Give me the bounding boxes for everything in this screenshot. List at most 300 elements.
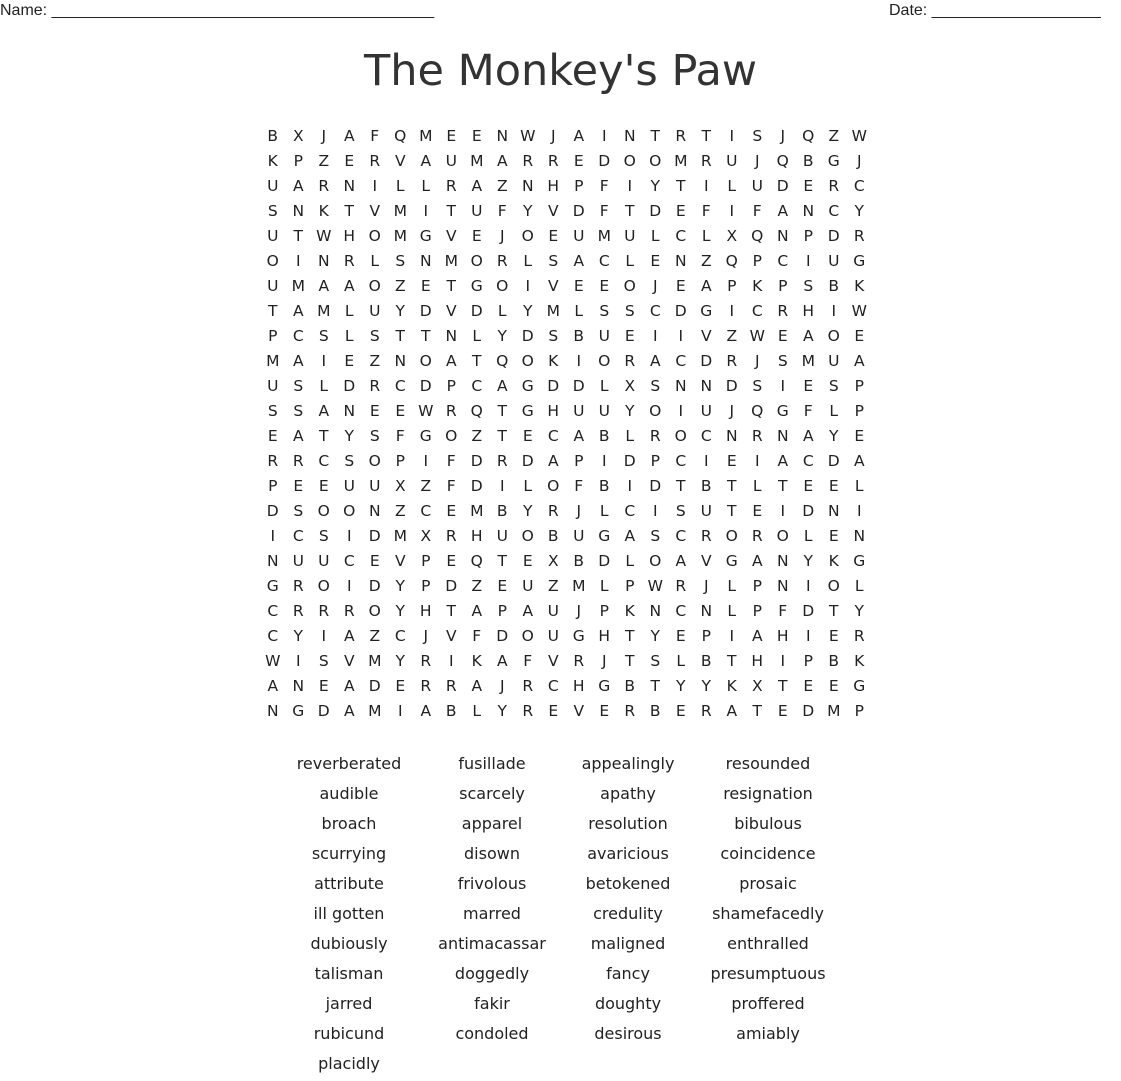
grid-letter[interactable]: U — [267, 227, 279, 245]
grid-letter[interactable]: C — [675, 527, 687, 545]
grid-letter[interactable]: D — [700, 352, 713, 370]
grid-letter[interactable]: R — [445, 677, 457, 695]
grid-letter[interactable]: I — [805, 577, 811, 595]
grid-letter[interactable]: L — [727, 577, 737, 595]
grid-letter[interactable]: N — [343, 177, 356, 195]
grid-letter[interactable]: K — [318, 202, 329, 220]
grid-letter[interactable]: Y — [523, 302, 533, 320]
grid-letter[interactable]: E — [675, 277, 686, 295]
grid-letter[interactable]: P — [395, 452, 405, 470]
grid-letter[interactable]: N — [368, 502, 381, 520]
grid-letter[interactable]: Y — [344, 427, 354, 445]
grid-letter[interactable]: J — [550, 127, 556, 145]
grid-letter[interactable]: T — [497, 427, 507, 445]
grid-letter[interactable]: Q — [725, 252, 738, 270]
grid-letter[interactable]: E — [471, 227, 482, 245]
grid-letter[interactable]: W — [418, 402, 434, 420]
grid-letter[interactable]: U — [700, 502, 712, 520]
grid-letter[interactable]: J — [703, 577, 709, 595]
grid-letter[interactable]: W — [851, 127, 867, 145]
grid-letter[interactable]: Y — [854, 602, 864, 620]
grid-letter[interactable]: B — [598, 477, 610, 495]
grid-letter[interactable]: O — [725, 527, 738, 545]
grid-letter[interactable]: E — [446, 502, 457, 520]
grid-letter[interactable]: E — [803, 477, 814, 495]
grid-letter[interactable]: L — [472, 327, 482, 345]
grid-letter[interactable]: W — [851, 302, 867, 320]
grid-letter[interactable]: F — [574, 477, 584, 495]
grid-letter[interactable]: B — [624, 677, 636, 695]
grid-letter[interactable]: T — [676, 177, 686, 195]
grid-letter[interactable]: Y — [803, 552, 813, 570]
grid-letter[interactable]: J — [423, 627, 429, 645]
grid-letter[interactable]: S — [650, 377, 661, 395]
grid-letter[interactable]: R — [853, 627, 865, 645]
grid-letter[interactable]: J — [754, 352, 760, 370]
grid-letter[interactable]: E — [267, 427, 278, 445]
grid-letter[interactable]: D — [598, 552, 611, 570]
grid-letter[interactable]: N — [496, 127, 509, 145]
grid-letter[interactable]: E — [828, 627, 839, 645]
grid-letter[interactable]: I — [805, 252, 811, 270]
grid-letter[interactable]: C — [267, 602, 279, 620]
grid-letter[interactable]: Y — [625, 402, 635, 420]
grid-letter[interactable]: K — [548, 352, 559, 370]
grid-letter[interactable]: T — [701, 127, 711, 145]
grid-letter[interactable]: F — [446, 477, 456, 495]
grid-letter[interactable]: W — [520, 127, 536, 145]
grid-letter[interactable]: P — [421, 577, 431, 595]
grid-letter[interactable]: Y — [497, 327, 507, 345]
grid-letter[interactable]: L — [395, 177, 405, 195]
grid-letter[interactable]: L — [701, 227, 711, 245]
grid-letter[interactable]: G — [470, 277, 483, 295]
grid-letter[interactable]: O — [368, 602, 381, 620]
grid-letter[interactable]: P — [752, 602, 762, 620]
grid-letter[interactable]: V — [547, 277, 559, 295]
grid-letter[interactable]: O — [649, 402, 662, 420]
grid-letter[interactable]: A — [777, 202, 789, 220]
grid-letter[interactable]: T — [421, 327, 431, 345]
grid-letter[interactable]: U — [267, 277, 279, 295]
grid-letter[interactable]: E — [828, 677, 839, 695]
grid-letter[interactable]: I — [729, 627, 735, 645]
grid-letter[interactable]: S — [675, 502, 686, 520]
grid-letter[interactable]: I — [652, 327, 658, 345]
grid-letter[interactable]: U — [445, 152, 457, 170]
grid-letter[interactable]: Y — [676, 677, 686, 695]
grid-letter[interactable]: U — [598, 402, 610, 420]
grid-letter[interactable]: B — [700, 477, 712, 495]
grid-letter[interactable]: M — [368, 702, 382, 720]
grid-letter[interactable]: E — [522, 552, 533, 570]
grid-letter[interactable]: U — [547, 602, 559, 620]
grid-letter[interactable]: M — [317, 302, 331, 320]
grid-letter[interactable]: Q — [751, 227, 764, 245]
grid-letter[interactable]: K — [854, 652, 865, 670]
grid-letter[interactable]: E — [777, 327, 788, 345]
grid-letter[interactable]: C — [267, 627, 279, 645]
grid-letter[interactable]: T — [319, 427, 329, 445]
grid-letter[interactable]: O — [623, 277, 636, 295]
grid-letter[interactable]: M — [597, 227, 611, 245]
grid-letter[interactable]: Y — [395, 577, 405, 595]
grid-letter[interactable]: A — [420, 702, 432, 720]
grid-letter[interactable]: M — [368, 652, 382, 670]
grid-letter[interactable]: E — [777, 702, 788, 720]
grid-letter[interactable]: S — [267, 202, 278, 220]
grid-letter[interactable]: R — [675, 577, 687, 595]
grid-letter[interactable]: C — [598, 252, 610, 270]
grid-letter[interactable]: U — [318, 552, 330, 570]
grid-letter[interactable]: I — [780, 377, 786, 395]
grid-letter[interactable]: A — [802, 427, 814, 445]
grid-letter[interactable]: I — [423, 452, 429, 470]
grid-letter[interactable]: Z — [369, 352, 381, 370]
grid-letter[interactable]: I — [729, 127, 735, 145]
grid-letter[interactable]: U — [726, 152, 738, 170]
grid-letter[interactable]: T — [650, 127, 660, 145]
grid-letter[interactable]: J — [856, 152, 862, 170]
grid-letter[interactable]: L — [650, 227, 660, 245]
grid-letter[interactable]: D — [419, 377, 432, 395]
grid-letter[interactable]: C — [802, 452, 814, 470]
grid-letter[interactable]: L — [370, 252, 380, 270]
grid-letter[interactable]: U — [573, 227, 585, 245]
grid-letter[interactable]: Z — [726, 327, 738, 345]
grid-letter[interactable]: I — [346, 577, 352, 595]
grid-letter[interactable]: R — [751, 527, 763, 545]
grid-letter[interactable]: G — [776, 402, 789, 420]
grid-letter[interactable]: B — [700, 652, 712, 670]
grid-letter[interactable]: F — [370, 127, 380, 145]
grid-letter[interactable]: D — [470, 452, 483, 470]
grid-letter[interactable]: L — [727, 602, 737, 620]
grid-letter[interactable]: P — [421, 552, 431, 570]
grid-letter[interactable]: A — [343, 627, 355, 645]
grid-letter[interactable]: V — [547, 652, 559, 670]
grid-letter[interactable]: R — [547, 152, 559, 170]
grid-letter[interactable]: O — [623, 152, 636, 170]
grid-letter[interactable]: E — [344, 152, 355, 170]
grid-letter[interactable]: N — [343, 402, 356, 420]
grid-letter[interactable]: N — [445, 327, 458, 345]
grid-letter[interactable]: T — [395, 327, 405, 345]
grid-letter[interactable]: S — [624, 302, 635, 320]
grid-letter[interactable]: M — [419, 127, 433, 145]
grid-letter[interactable]: L — [421, 177, 431, 195]
grid-letter[interactable]: A — [573, 427, 585, 445]
grid-letter[interactable]: Z — [700, 252, 712, 270]
grid-letter[interactable]: A — [343, 702, 355, 720]
grid-letter[interactable]: L — [676, 652, 686, 670]
grid-letter[interactable]: S — [318, 652, 329, 670]
grid-letter[interactable]: H — [419, 602, 432, 620]
grid-letter[interactable]: R — [777, 302, 789, 320]
grid-letter[interactable]: F — [395, 427, 405, 445]
grid-letter[interactable]: S — [548, 327, 559, 345]
grid-letter[interactable]: N — [419, 252, 432, 270]
grid-letter[interactable]: D — [572, 202, 585, 220]
grid-letter[interactable]: F — [599, 202, 609, 220]
grid-letter[interactable]: P — [727, 277, 737, 295]
grid-letter[interactable]: A — [853, 452, 865, 470]
grid-letter[interactable]: T — [727, 502, 737, 520]
grid-letter[interactable]: R — [445, 527, 457, 545]
grid-letter[interactable]: O — [368, 227, 381, 245]
grid-letter[interactable]: V — [573, 702, 585, 720]
grid-letter[interactable]: G — [598, 677, 611, 695]
grid-letter[interactable]: B — [828, 277, 840, 295]
grid-letter[interactable]: P — [803, 652, 813, 670]
grid-letter[interactable]: R — [624, 702, 636, 720]
grid-letter[interactable]: D — [368, 577, 381, 595]
grid-letter[interactable]: K — [624, 602, 635, 620]
grid-letter[interactable]: J — [754, 152, 760, 170]
grid-letter[interactable]: U — [573, 527, 585, 545]
grid-letter[interactable]: D — [649, 477, 662, 495]
grid-letter[interactable]: P — [293, 152, 303, 170]
grid-letter[interactable]: A — [471, 602, 483, 620]
grid-letter[interactable]: E — [369, 402, 380, 420]
grid-letter[interactable]: M — [393, 227, 407, 245]
grid-letter[interactable]: P — [752, 252, 762, 270]
grid-letter[interactable]: U — [369, 477, 381, 495]
grid-letter[interactable]: D — [445, 577, 458, 595]
grid-letter[interactable]: R — [522, 702, 534, 720]
grid-letter[interactable]: G — [598, 527, 611, 545]
grid-letter[interactable]: V — [394, 552, 406, 570]
grid-letter[interactable]: U — [343, 477, 355, 495]
grid-letter[interactable]: L — [344, 327, 354, 345]
grid-letter[interactable]: C — [700, 427, 712, 445]
grid-letter[interactable]: L — [599, 502, 609, 520]
grid-letter[interactable]: D — [470, 477, 483, 495]
grid-letter[interactable]: M — [827, 702, 841, 720]
grid-letter[interactable]: D — [725, 377, 738, 395]
grid-letter[interactable]: N — [317, 252, 330, 270]
grid-letter[interactable]: N — [674, 252, 687, 270]
grid-letter[interactable]: Y — [395, 302, 405, 320]
grid-letter[interactable]: A — [726, 702, 738, 720]
grid-letter[interactable]: D — [547, 377, 560, 395]
grid-letter[interactable]: C — [649, 302, 661, 320]
grid-letter[interactable]: R — [700, 702, 712, 720]
grid-letter[interactable]: R — [675, 127, 687, 145]
grid-letter[interactable]: W — [265, 652, 281, 670]
grid-letter[interactable]: V — [343, 652, 355, 670]
grid-letter[interactable]: J — [601, 652, 607, 670]
grid-letter[interactable]: N — [802, 202, 815, 220]
grid-letter[interactable]: O — [827, 327, 840, 345]
grid-letter[interactable]: U — [267, 177, 279, 195]
grid-letter[interactable]: H — [547, 402, 560, 420]
grid-letter[interactable]: E — [828, 477, 839, 495]
grid-letter[interactable]: C — [777, 252, 789, 270]
grid-letter[interactable]: U — [624, 227, 636, 245]
grid-letter[interactable]: A — [292, 302, 304, 320]
grid-letter[interactable]: E — [548, 227, 559, 245]
grid-letter[interactable]: I — [729, 302, 735, 320]
grid-letter[interactable]: M — [546, 302, 560, 320]
grid-letter[interactable]: K — [854, 277, 865, 295]
grid-letter[interactable]: M — [266, 352, 280, 370]
grid-letter[interactable]: D — [623, 452, 636, 470]
grid-letter[interactable]: B — [598, 427, 610, 445]
grid-letter[interactable]: O — [649, 152, 662, 170]
grid-letter[interactable]: X — [547, 552, 559, 570]
grid-letter[interactable]: R — [292, 452, 304, 470]
grid-letter[interactable]: O — [649, 552, 662, 570]
grid-letter[interactable]: D — [776, 177, 789, 195]
grid-letter[interactable]: E — [318, 477, 329, 495]
grid-letter[interactable]: D — [470, 302, 483, 320]
grid-letter[interactable]: R — [624, 352, 636, 370]
grid-letter[interactable]: L — [625, 552, 635, 570]
grid-letter[interactable]: S — [395, 252, 406, 270]
grid-letter[interactable]: D — [317, 702, 330, 720]
grid-letter[interactable]: C — [751, 302, 763, 320]
grid-letter[interactable]: U — [547, 627, 559, 645]
grid-letter[interactable]: G — [725, 552, 738, 570]
grid-letter[interactable]: F — [472, 627, 482, 645]
grid-letter[interactable]: A — [496, 152, 508, 170]
grid-letter[interactable]: D — [496, 627, 509, 645]
grid-letter[interactable]: R — [318, 602, 330, 620]
grid-letter[interactable]: H — [751, 652, 764, 670]
grid-letter[interactable]: E — [854, 327, 865, 345]
grid-letter[interactable]: P — [854, 377, 864, 395]
grid-letter[interactable]: I — [397, 702, 403, 720]
grid-letter[interactable]: I — [601, 452, 607, 470]
grid-letter[interactable]: K — [726, 677, 737, 695]
grid-letter[interactable]: R — [496, 452, 508, 470]
grid-letter[interactable]: U — [573, 402, 585, 420]
grid-letter[interactable]: J — [499, 677, 505, 695]
grid-letter[interactable]: C — [675, 352, 687, 370]
grid-letter[interactable]: F — [446, 452, 456, 470]
grid-letter[interactable]: R — [853, 227, 865, 245]
grid-letter[interactable]: E — [446, 127, 457, 145]
grid-letter[interactable]: R — [751, 427, 763, 445]
grid-letter[interactable]: A — [471, 177, 483, 195]
grid-letter[interactable]: G — [853, 552, 866, 570]
grid-letter[interactable]: A — [624, 527, 636, 545]
grid-letter[interactable]: N — [266, 702, 279, 720]
grid-letter[interactable]: F — [752, 202, 762, 220]
grid-letter[interactable]: K — [752, 277, 763, 295]
grid-letter[interactable]: N — [776, 577, 789, 595]
grid-letter[interactable]: I — [627, 177, 633, 195]
grid-letter[interactable]: O — [674, 427, 687, 445]
grid-letter[interactable]: P — [599, 602, 609, 620]
date-field[interactable]: Date: ___________________ — [889, 2, 1101, 19]
grid-letter[interactable]: V — [445, 302, 457, 320]
grid-letter[interactable]: P — [854, 402, 864, 420]
grid-letter[interactable]: Z — [496, 177, 508, 195]
grid-letter[interactable]: N — [725, 427, 738, 445]
grid-letter[interactable]: N — [649, 602, 662, 620]
grid-letter[interactable]: Y — [829, 427, 839, 445]
grid-letter[interactable]: T — [676, 477, 686, 495]
grid-letter[interactable]: R — [318, 177, 330, 195]
grid-letter[interactable]: X — [751, 677, 763, 695]
grid-letter[interactable]: A — [573, 127, 585, 145]
grid-letter[interactable]: S — [777, 352, 788, 370]
grid-letter[interactable]: E — [675, 627, 686, 645]
grid-letter[interactable]: H — [572, 677, 585, 695]
grid-letter[interactable]: C — [394, 377, 406, 395]
grid-letter[interactable]: L — [574, 302, 584, 320]
grid-letter[interactable]: Q — [776, 152, 789, 170]
grid-letter[interactable]: P — [803, 227, 813, 245]
grid-letter[interactable]: J — [780, 127, 786, 145]
grid-letter[interactable]: A — [675, 552, 687, 570]
grid-letter[interactable]: C — [292, 527, 304, 545]
grid-letter[interactable]: R — [343, 252, 355, 270]
grid-letter[interactable]: Z — [471, 427, 483, 445]
grid-letter[interactable]: L — [497, 302, 507, 320]
grid-letter[interactable]: P — [625, 577, 635, 595]
grid-letter[interactable]: E — [854, 427, 865, 445]
grid-letter[interactable]: S — [369, 327, 380, 345]
grid-letter[interactable]: E — [803, 677, 814, 695]
grid-letter[interactable]: D — [368, 677, 381, 695]
grid-letter[interactable]: H — [776, 627, 789, 645]
grid-letter[interactable]: R — [700, 152, 712, 170]
grid-letter[interactable]: S — [293, 402, 304, 420]
grid-letter[interactable]: F — [523, 652, 533, 670]
grid-letter[interactable]: Z — [471, 577, 483, 595]
grid-letter[interactable]: G — [853, 252, 866, 270]
grid-letter[interactable]: U — [828, 252, 840, 270]
grid-letter[interactable]: A — [649, 352, 661, 370]
grid-letter[interactable]: O — [496, 277, 509, 295]
grid-letter[interactable]: E — [573, 152, 584, 170]
grid-letter[interactable]: B — [267, 127, 279, 145]
grid-letter[interactable]: I — [321, 352, 327, 370]
grid-letter[interactable]: H — [470, 527, 483, 545]
grid-letter[interactable]: O — [317, 577, 330, 595]
grid-letter[interactable]: B — [496, 502, 508, 520]
grid-letter[interactable]: J — [321, 127, 327, 145]
grid-letter[interactable]: I — [270, 527, 276, 545]
grid-letter[interactable]: G — [700, 302, 713, 320]
grid-letter[interactable]: L — [829, 402, 839, 420]
grid-letter[interactable]: S — [293, 502, 304, 520]
grid-letter[interactable]: C — [624, 502, 636, 520]
grid-letter[interactable]: U — [292, 552, 304, 570]
grid-letter[interactable]: Z — [369, 627, 381, 645]
grid-letter[interactable]: M — [393, 202, 407, 220]
grid-letter[interactable]: L — [599, 377, 609, 395]
grid-letter[interactable]: N — [292, 677, 305, 695]
grid-letter[interactable]: L — [625, 252, 635, 270]
grid-letter[interactable]: T — [446, 202, 456, 220]
grid-letter[interactable]: L — [752, 477, 762, 495]
grid-letter[interactable]: Y — [650, 177, 660, 195]
grid-letter[interactable]: K — [828, 552, 839, 570]
grid-letter[interactable]: R — [573, 652, 585, 670]
grid-letter[interactable]: I — [703, 452, 709, 470]
grid-letter[interactable]: U — [700, 402, 712, 420]
grid-letter[interactable]: O — [266, 252, 279, 270]
grid-letter[interactable]: Q — [496, 352, 509, 370]
grid-letter[interactable]: D — [802, 502, 815, 520]
grid-letter[interactable]: R — [496, 252, 508, 270]
grid-letter[interactable]: C — [675, 452, 687, 470]
grid-letter[interactable]: D — [419, 302, 432, 320]
